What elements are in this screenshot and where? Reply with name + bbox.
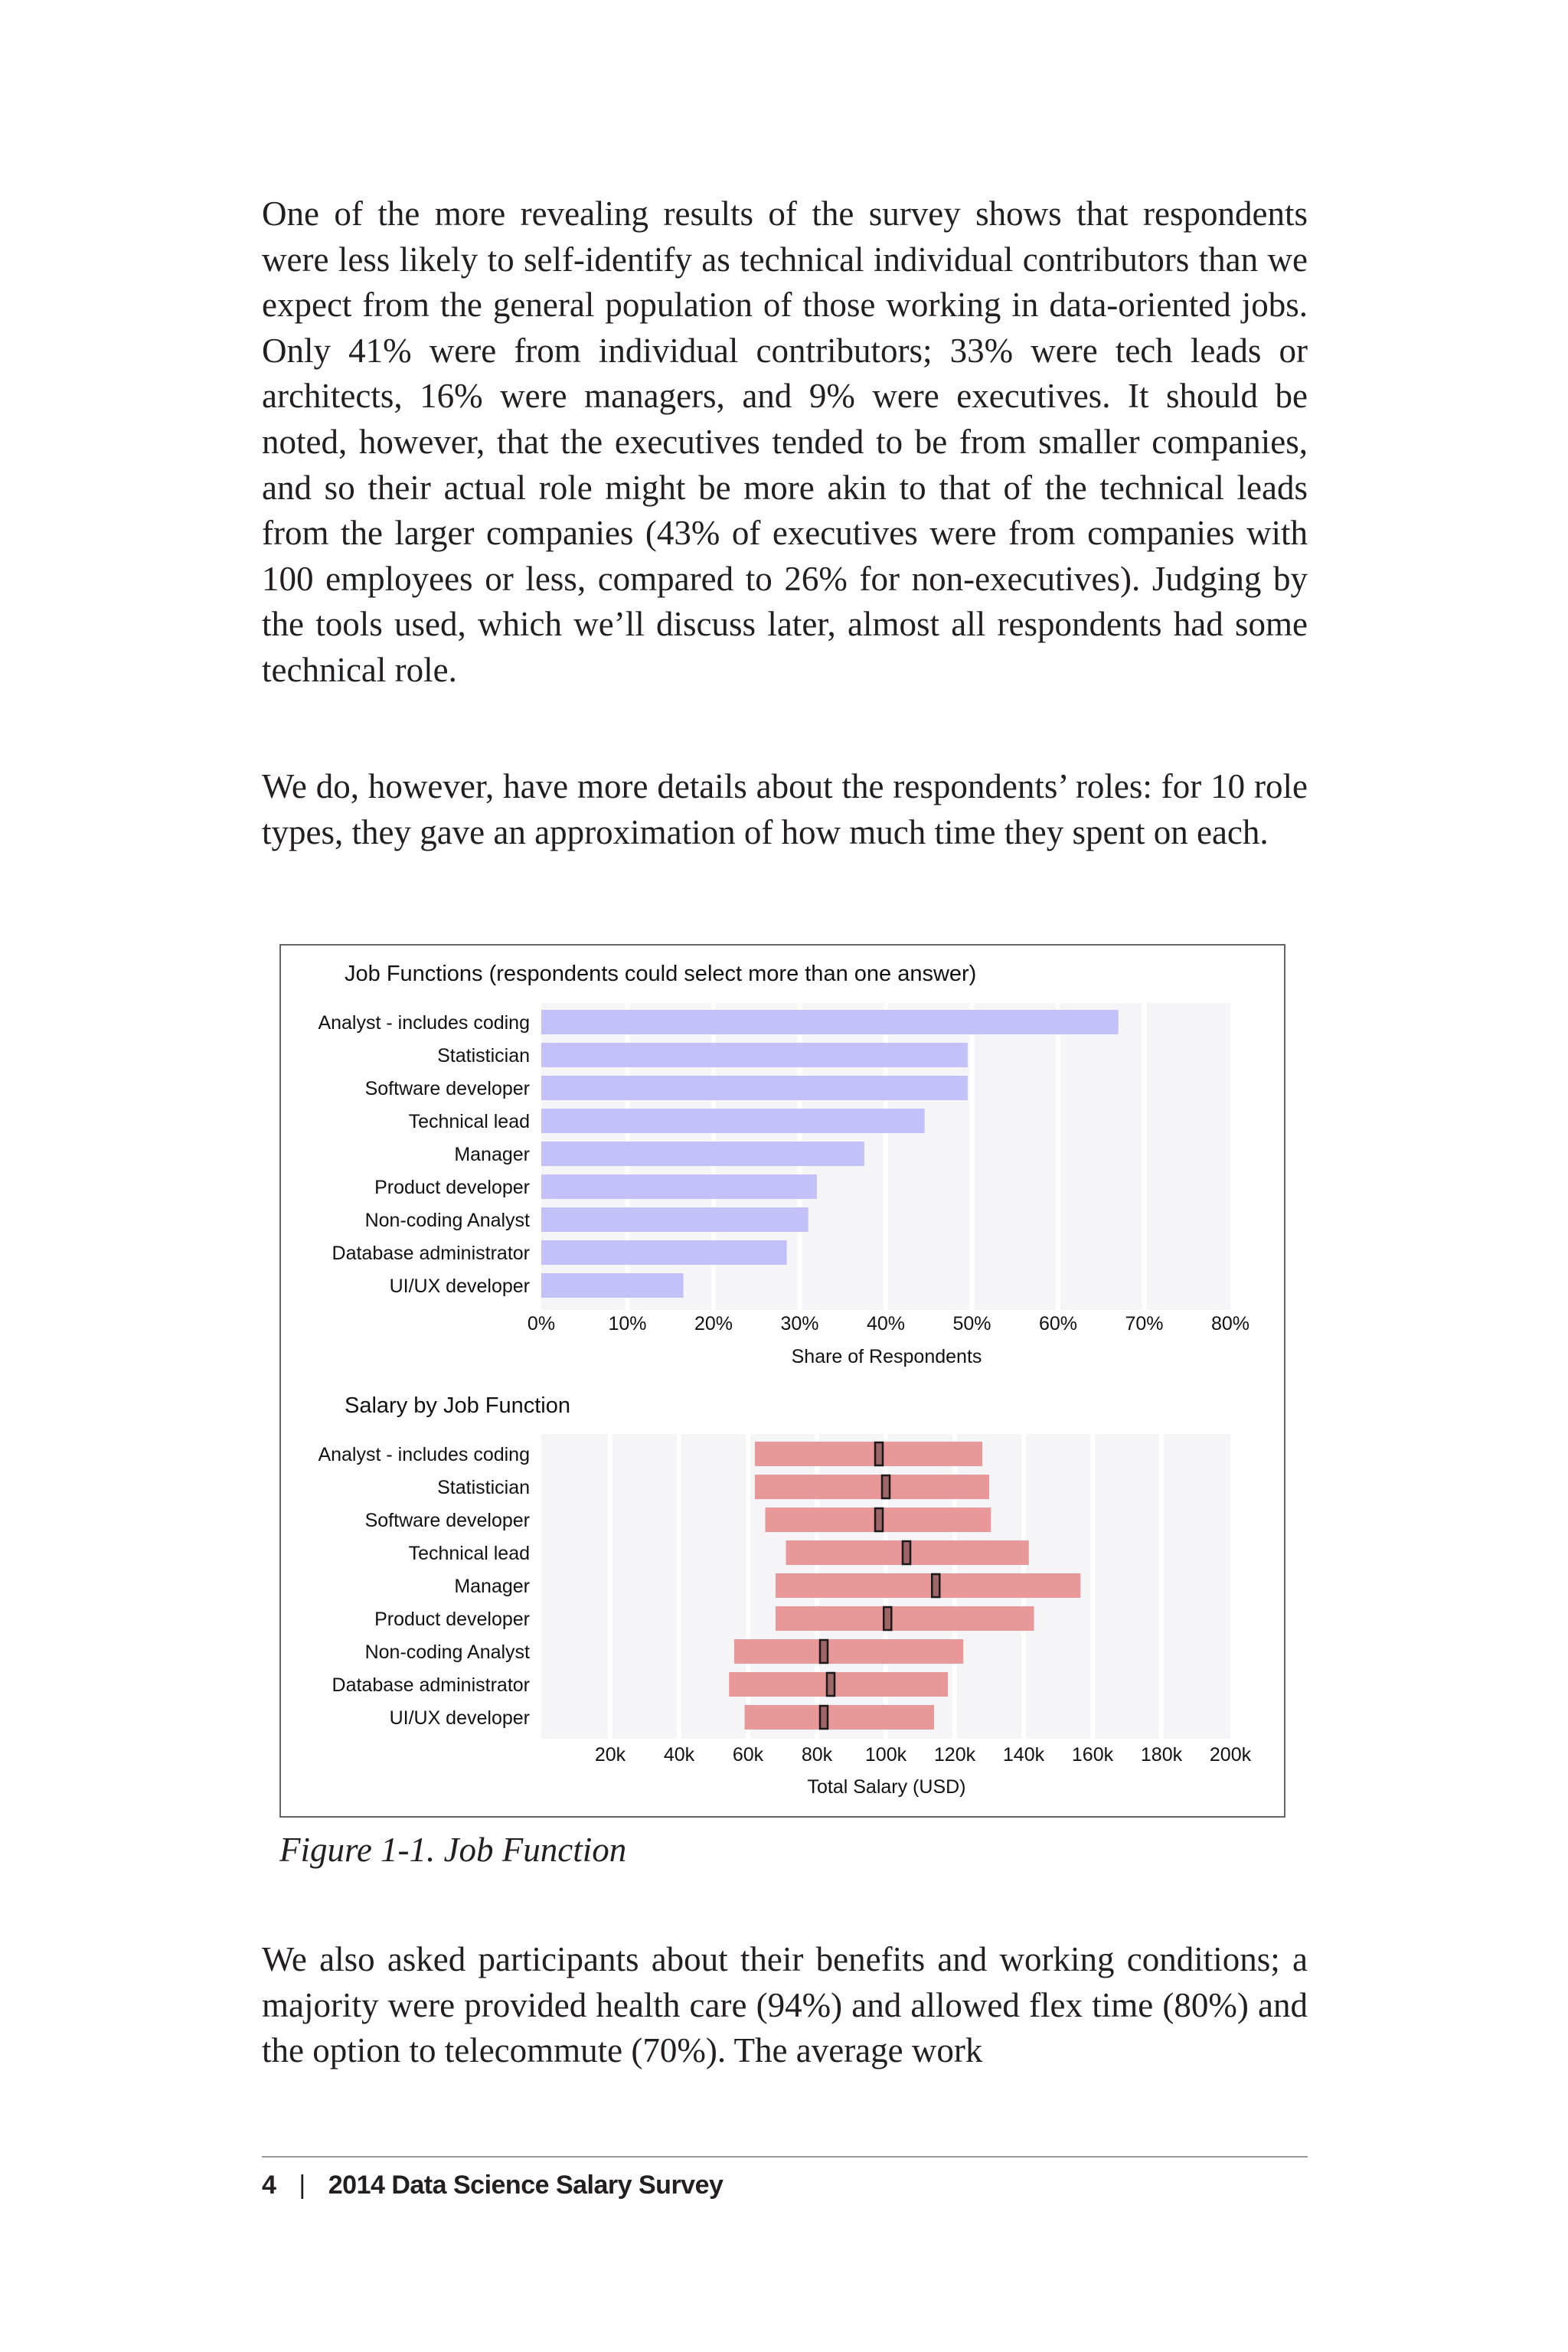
salary-tick-label: 120k: [933, 1744, 976, 1766]
footer-divider: [262, 2156, 1308, 2158]
job-functions-bar-ui-ux-developer: [541, 1273, 684, 1298]
job-functions-bar-analyst-includes-coding: [541, 1010, 1119, 1034]
salary-category-label: UI/UX developer: [389, 1707, 530, 1729]
salary-range-bar-product-developer: [776, 1606, 1034, 1631]
salary-median-marker-non-coding-analyst: [820, 1640, 828, 1663]
job-functions-category-label: Non-coding Analyst: [364, 1210, 530, 1231]
salary-range-bar-non-coding-analyst: [734, 1639, 963, 1664]
job-functions-tick-label: 10%: [608, 1313, 647, 1334]
salary-category-label: Software developer: [364, 1510, 530, 1531]
salary-tick-label: 180k: [1140, 1744, 1183, 1766]
job-functions-bar-software-developer: [541, 1076, 968, 1100]
job-functions-category-label: Technical lead: [408, 1111, 530, 1132]
job-functions-bar-technical-lead: [541, 1109, 925, 1133]
salary-median-marker-manager: [932, 1574, 939, 1597]
salary-range-bar-analyst-includes-coding: [755, 1442, 982, 1466]
salary-median-marker-statistician: [882, 1475, 890, 1498]
job-functions-bar-non-coding-analyst: [541, 1207, 808, 1232]
salary-range-bar-manager: [776, 1573, 1080, 1598]
salary-range-bar-statistician: [755, 1475, 989, 1499]
paragraph-role-results: One of the more revealing results of the survey shows that respondents were less likely to self-identify as technical individual contributors than we expect from the general population of those working in data-oriented jobs. Only 41% were from individual contributors; 33% were tech leads or architects, 16% were managers, and 9% were executives. It should be noted, however, that the executives tended to be from smaller companies, and so their actual role might be more akin to that of the technical leads from the larger companies (43% of executives were from companies with 100 employees or less, compared to 26% for non-executives). Judging by the tools used, which we’ll discuss later, almost all respondents had some technical role.: [262, 194, 1308, 689]
job-functions-tick-label: 50%: [952, 1313, 991, 1334]
job-functions-tick-label: 70%: [1125, 1313, 1164, 1334]
salary-xlabel: Total Salary (USD): [807, 1776, 966, 1798]
job-functions-tick-label: 60%: [1038, 1313, 1078, 1334]
footer-title: 2014 Data Science Salary Survey: [328, 2171, 724, 2200]
job-functions-category-label: Statistician: [437, 1045, 530, 1067]
salary-tick-label: 60k: [732, 1744, 764, 1766]
job-functions-category-label: Software developer: [364, 1078, 530, 1099]
job-functions-title: Job Functions (respondents could select more than one answer): [345, 962, 977, 986]
salary-range-bar-ui-ux-developer: [745, 1705, 935, 1730]
salary-category-label: Statistician: [437, 1477, 530, 1498]
salary-tick-label: 80k: [801, 1744, 833, 1766]
salary-category-label: Product developer: [374, 1609, 530, 1630]
figure-charts: [281, 946, 1284, 1816]
job-functions-category-label: Analyst - includes coding: [318, 1012, 530, 1034]
job-functions-bar-manager: [541, 1142, 864, 1166]
job-functions-tick-label: 40%: [866, 1313, 906, 1334]
salary-by-function-chart: [318, 1393, 1251, 1798]
job-functions-xlabel: Share of Respondents: [791, 1346, 982, 1367]
salary-category-label: Database administrator: [332, 1674, 530, 1696]
job-functions-category-label: UI/UX developer: [389, 1276, 530, 1297]
job-functions-tick-label: 20%: [694, 1313, 733, 1334]
salary-tick-label: 200k: [1209, 1744, 1252, 1766]
job-functions-bar-database-administrator: [541, 1240, 787, 1265]
salary-range-bar-database-administrator: [729, 1672, 948, 1697]
job-functions-bar-product-developer: [541, 1174, 817, 1199]
page-footer: [262, 2167, 723, 2203]
paragraph-role-details: We do, however, have more details about the respondents’ roles: for 10 role types, they gave an approximation of how much time they spent on each.: [262, 767, 1308, 851]
salary-tick-label: 100k: [864, 1744, 907, 1766]
salary-category-label: Manager: [454, 1576, 530, 1597]
salary-title: Salary by Job Function: [345, 1393, 570, 1418]
job-functions-tick-label: 80%: [1210, 1313, 1250, 1334]
salary-tick-label: 20k: [594, 1744, 626, 1766]
job-functions-category-label: Manager: [454, 1144, 530, 1165]
salary-tick-label: 40k: [663, 1744, 695, 1766]
salary-tick-label: 140k: [1002, 1744, 1045, 1766]
page-number: 4: [262, 2171, 276, 2200]
salary-median-marker-technical-lead: [903, 1541, 910, 1564]
job-functions-chart: [318, 962, 1250, 1367]
footer-separator: |: [299, 2171, 305, 2200]
job-functions-tick-label: 0%: [527, 1313, 556, 1334]
job-functions-tick-label: 30%: [780, 1313, 819, 1334]
salary-category-label: Analyst - includes coding: [318, 1444, 530, 1465]
figure-job-function: [279, 944, 1285, 1818]
salary-median-marker-analyst-includes-coding: [875, 1442, 883, 1465]
figure-caption: Figure 1-1. Job Function: [279, 1831, 627, 1869]
job-functions-category-label: Database administrator: [332, 1243, 530, 1264]
job-functions-category-label: Product developer: [374, 1177, 530, 1198]
job-functions-bar-statistician: [541, 1043, 968, 1067]
salary-median-marker-product-developer: [884, 1607, 891, 1630]
salary-tick-label: 160k: [1071, 1744, 1114, 1766]
salary-median-marker-software-developer: [875, 1508, 883, 1531]
salary-category-label: Non-coding Analyst: [364, 1642, 530, 1663]
salary-median-marker-ui-ux-developer: [820, 1706, 828, 1729]
paragraph-benefits: We also asked participants about their benefits and working conditions; a majority were provided health care (94%) and allowed flex time (80%) and the option to telecommute (70%). The average work: [262, 1940, 1308, 2070]
salary-median-marker-database-administrator: [827, 1673, 835, 1696]
salary-category-label: Technical lead: [408, 1543, 530, 1564]
